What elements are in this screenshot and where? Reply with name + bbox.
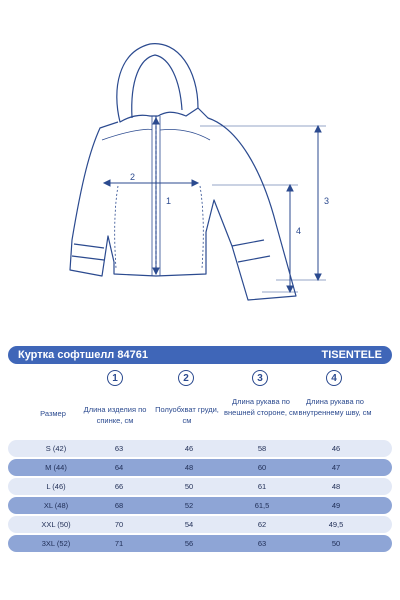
cell-length: 63	[114, 444, 124, 453]
cell-size: S (42)	[45, 444, 67, 453]
header-chest: Полуобхват груди, см	[155, 405, 219, 425]
table-row	[8, 440, 392, 457]
header-size: Размер	[40, 409, 66, 418]
cell-chest: 46	[184, 444, 194, 453]
cell-sleeve-inner: 50	[331, 539, 341, 548]
table-row	[8, 478, 392, 495]
dim-label-1: 1	[166, 196, 172, 206]
cell-chest: 50	[184, 482, 194, 491]
table-row	[8, 497, 392, 514]
brand-name: TISENTELE	[321, 349, 382, 361]
table-row	[8, 516, 392, 533]
cell-sleeve-inner: 49,5	[328, 520, 344, 529]
table-row	[8, 459, 392, 476]
cell-sleeve-inner: 49	[331, 501, 341, 510]
cell-length: 64	[114, 463, 124, 472]
product-title: Куртка софтшелл 84761	[18, 349, 148, 361]
cell-sleeve-inner: 46	[331, 444, 341, 453]
cell-size: XL (48)	[43, 501, 69, 510]
dim-label-3: 3	[324, 196, 330, 206]
cell-chest: 52	[184, 501, 194, 510]
cell-sleeve-outer: 63	[257, 539, 267, 548]
column-number-4: 4	[326, 370, 342, 386]
cell-length: 66	[114, 482, 124, 491]
cell-length: 68	[114, 501, 124, 510]
cell-sleeve-inner: 48	[331, 482, 341, 491]
cell-size: 3XL (52)	[41, 539, 71, 548]
cell-size: M (44)	[45, 463, 67, 472]
cell-chest: 56	[184, 539, 194, 548]
header-length: Длина изделия по спинке, см	[83, 405, 147, 425]
column-number-3: 3	[252, 370, 268, 386]
cell-sleeve-outer: 61,5	[254, 501, 270, 510]
header-sleeve-inner: Длина рукава по внутреннему шву, см	[298, 397, 372, 417]
table-row	[8, 535, 392, 552]
cell-sleeve-outer: 62	[257, 520, 267, 529]
cell-sleeve-inner: 47	[331, 463, 341, 472]
cell-chest: 54	[184, 520, 194, 529]
column-number-2: 2	[178, 370, 194, 386]
cell-sleeve-outer: 61	[257, 482, 267, 491]
dim-label-2: 2	[130, 172, 136, 182]
jacket-body	[70, 108, 296, 300]
cell-size: L (46)	[46, 482, 66, 491]
dim-label-4: 4	[296, 226, 302, 236]
cell-size: XXL (50)	[41, 520, 71, 529]
left-cuff	[72, 244, 104, 260]
header-sleeve-outer: Длина рукава по внешней стороне, см	[224, 397, 298, 417]
cell-length: 70	[114, 520, 124, 529]
column-number-1: 1	[107, 370, 123, 386]
cell-sleeve-outer: 58	[257, 444, 267, 453]
cell-chest: 48	[184, 463, 194, 472]
cell-sleeve-outer: 60	[257, 463, 267, 472]
right-cuff	[232, 240, 270, 262]
title-bar	[8, 346, 392, 364]
cell-length: 71	[114, 539, 124, 548]
hood-inner	[132, 55, 182, 118]
